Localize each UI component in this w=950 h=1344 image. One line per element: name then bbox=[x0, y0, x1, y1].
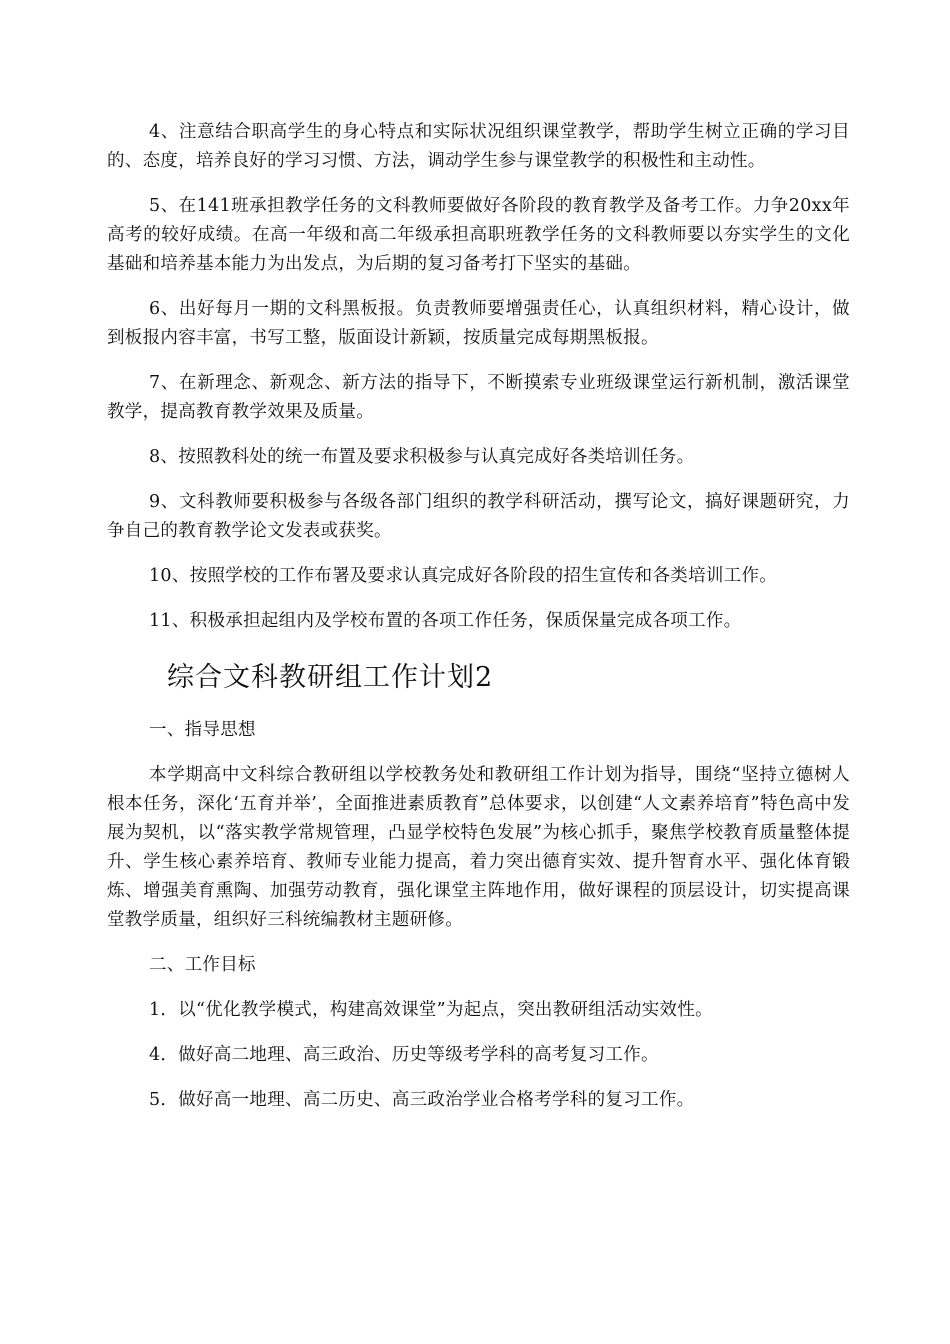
section-heading-work-goals: 二、工作目标 bbox=[149, 955, 256, 975]
paragraph-item-11: 11、积极承担起组内及学校布置的各项工作任务，保质保量完成各项工作。 bbox=[149, 611, 742, 631]
paragraph-item-5: 5、在141班承担教学任务的文科教师要做好各阶段的教育教学及备考工作。力争20xx年高考的较好成绩。在高一年级和高二年级承担高职班教学任务的文科教师要以夯实学生的文化基础和培养基本能力为出发点，为后期的复习备考打下坚实的基础。 bbox=[107, 196, 850, 274]
paragraph-item-7: 7、在新理念、新观念、新方法的指导下，不断摸索专业班级课堂运行新机制，激活课堂教学，提高教育教学效果及质量。 bbox=[107, 373, 850, 422]
paragraph-item-9: 9、文科教师要积极参与各级各部门组织的教学科研活动，撰写论文，搞好课题研究，力争自己的教育教学论文发表或获奖。 bbox=[107, 492, 850, 541]
goal-item-5: 5．做好高一地理、高二历史、高三政治学业合格考学科的复习工作。 bbox=[149, 1090, 695, 1110]
goal-item-4: 4．做好高二地理、高三政治、历史等级考学科的高考复习工作。 bbox=[149, 1045, 659, 1065]
paragraph-item-4: 4、注意结合职高学生的身心特点和实际状况组织课堂教学，帮助学生树立正确的学习目的、态度，培养良好的学习习惯、方法，调动学生参与课堂教学的积极性和主动性。 bbox=[107, 122, 850, 171]
paragraph-item-8: 8、按照教科处的统一布置及要求积极参与认真完成好各类培训任务。 bbox=[149, 447, 695, 467]
goal-item-1: 1．以“优化教学模式，构建高效课堂”为起点，突出教研组活动实效性。 bbox=[149, 1000, 713, 1020]
paragraph-item-10: 10、按照学校的工作布署及要求认真完成好各阶段的招生宣传和各类培训工作。 bbox=[149, 566, 778, 586]
paragraph-guiding-ideology: 本学期高中文科综合教研组以学校教务处和教研组工作计划为指导，围绕“坚持立德树人根本任务，深化‘五育并举’，全面推进素质教育”总体要求，以创建“人文素养培育”特色高中发展为契机，以“落实教学常规管理，凸显学校特色发展”为核心抓手，聚焦学校教育质量整体提升、学生核心素养培育、教师专业能力提高，着力突出德育实效、提升智育水平、强化体育锻炼、增强美育熏陶、加强劳动教育，强化课堂主阵地作用，做好课程的顶层设计，切实提高课堂教学质量，组织好三科统编教材主题研修。 bbox=[107, 765, 850, 930]
section-heading-guiding-ideology: 一、指导思想 bbox=[149, 720, 256, 740]
document-title: 综合文科教研组工作计划2 bbox=[167, 662, 494, 693]
paragraph-item-6: 6、出好每月一期的文科黑板报。负责教师要增强责任心，认真组织材料，精心设计，做到板报内容丰富，书写工整，版面设计新颖，按质量完成每期黑板报。 bbox=[107, 299, 850, 348]
